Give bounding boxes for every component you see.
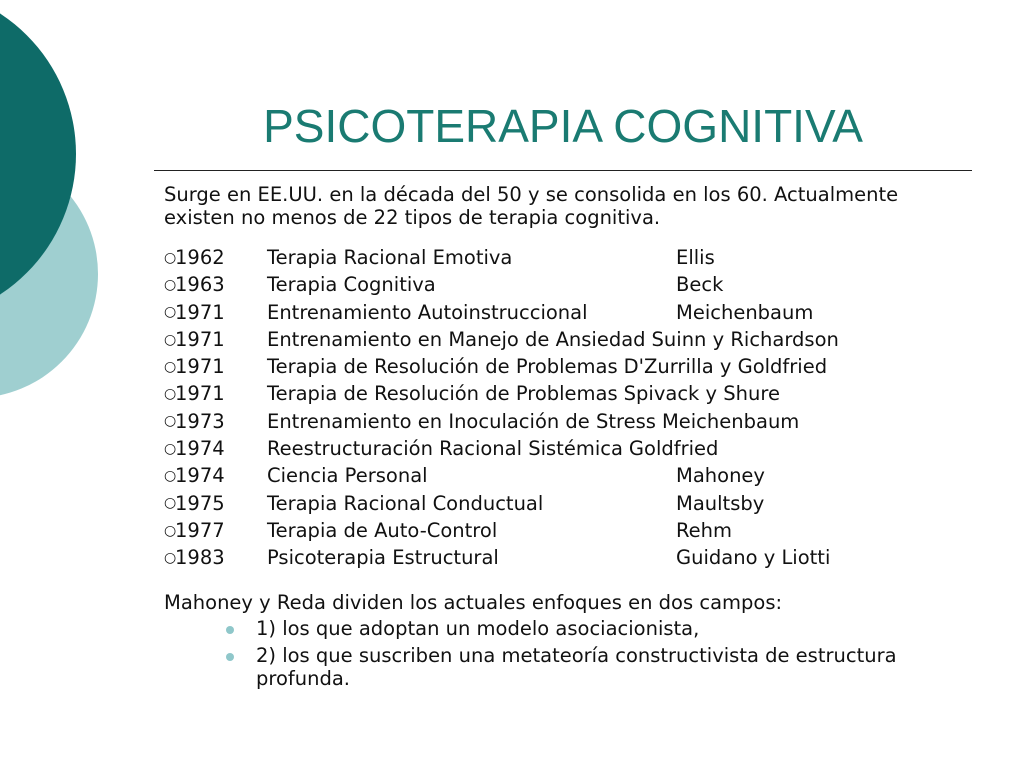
timeline-item xyxy=(164,353,964,380)
timeline-author: Guidano y Liotti xyxy=(676,546,831,570)
timeline-item xyxy=(164,299,964,326)
timeline-therapy-name: Terapia Racional Emotiva xyxy=(267,246,513,269)
timeline-item xyxy=(164,408,964,435)
timeline-year: 1977 xyxy=(175,518,225,542)
timeline-therapy-name: Reestructuración Racional Sistémica xyxy=(267,437,623,461)
therapy-timeline-list xyxy=(164,244,964,572)
slide-title: PSICOTERAPIA COGNITIVA xyxy=(263,100,863,152)
circle-bullet-icon: ○ xyxy=(164,522,177,539)
timeline-item xyxy=(164,544,964,571)
dot-bullet-icon xyxy=(226,626,234,634)
campo-text: 1) los que adoptan un modelo asociacionista, xyxy=(256,616,700,640)
timeline-author: Mahoney xyxy=(676,464,765,488)
timeline-therapy-name: Entrenamiento en Inoculación de Stress xyxy=(267,409,656,433)
circle-bullet-icon: ○ xyxy=(164,549,177,566)
dot-bullet-icon xyxy=(226,653,234,661)
timeline-author: Goldfried xyxy=(628,437,719,461)
timeline-year: 1975 xyxy=(175,491,225,515)
summary-text: Mahoney y Reda dividen los actuales enfoques en dos campos: xyxy=(164,590,783,614)
circle-bullet-icon: ○ xyxy=(164,276,177,293)
timeline-year: 1974 xyxy=(175,437,225,461)
timeline-item xyxy=(164,490,964,517)
circle-bullet-icon: ○ xyxy=(164,440,177,457)
timeline-item xyxy=(164,380,964,407)
circle-bullet-icon: ○ xyxy=(164,331,177,348)
campo-text: 2) los que suscriben una metateoría constructivista de estructura profunda. xyxy=(256,643,897,690)
timeline-item xyxy=(164,517,964,544)
slide-body xyxy=(164,183,964,694)
timeline-therapy-name: Terapia Cognitiva xyxy=(267,273,436,297)
campos-list xyxy=(164,617,964,690)
circle-bullet-icon: ○ xyxy=(164,386,177,403)
title-divider xyxy=(154,170,972,171)
timeline-therapy-name: Terapia de Resolución de Problemas xyxy=(267,382,618,406)
timeline-item xyxy=(164,326,964,353)
circle-bullet-icon: ○ xyxy=(164,413,177,430)
circle-bullet-icon: ○ xyxy=(164,249,177,266)
timeline-year: 1974 xyxy=(175,464,225,488)
timeline-author: Meichenbaum xyxy=(661,409,800,433)
timeline-year: 1971 xyxy=(175,382,225,406)
timeline-therapy-name: Terapia de Resolución de Problemas xyxy=(267,355,618,379)
timeline-author: Ellis xyxy=(676,246,715,269)
timeline-year: 1971 xyxy=(175,327,225,351)
timeline-author: Maultsby xyxy=(676,491,765,515)
timeline-author: Meichenbaum xyxy=(676,300,814,324)
timeline-therapy-name: Ciencia Personal xyxy=(267,464,428,488)
intro-text: Surge en EE.UU. en la década del 50 y se consolida en los 60. Actualmente existen no menos de 22 tipos de terapia cognitiva. xyxy=(164,183,899,229)
timeline-item xyxy=(164,271,964,298)
timeline-year: 1963 xyxy=(175,273,225,297)
timeline-year: 1971 xyxy=(175,300,225,324)
circle-bullet-icon: ○ xyxy=(164,358,177,375)
campo-item xyxy=(226,644,964,690)
timeline-item xyxy=(164,462,964,489)
timeline-year: 1983 xyxy=(175,546,225,570)
timeline-author: D'Zurrilla y Goldfried xyxy=(623,355,828,379)
circle-bullet-icon: ○ xyxy=(164,495,177,512)
timeline-author: Spivack y Shure xyxy=(623,382,780,406)
timeline-year: 1971 xyxy=(175,355,225,379)
timeline-therapy-name: Psicoterapia Estructural xyxy=(267,546,499,570)
timeline-author: Beck xyxy=(676,273,724,297)
circle-bullet-icon: ○ xyxy=(164,304,177,321)
timeline-therapy-name: Terapia de Auto-Control xyxy=(267,518,498,542)
timeline-item xyxy=(164,244,964,271)
circle-bullet-icon: ○ xyxy=(164,468,177,485)
timeline-therapy-name: Entrenamiento Autoinstruccional xyxy=(267,300,588,324)
campo-item xyxy=(226,617,964,640)
timeline-year: 1973 xyxy=(175,409,225,433)
timeline-author: Suinn y Richardson xyxy=(651,327,839,351)
timeline-therapy-name: Terapia Racional Conductual xyxy=(267,491,544,515)
timeline-therapy-name: Entrenamiento en Manejo de Ansiedad xyxy=(267,327,646,351)
timeline-author: Rehm xyxy=(676,518,733,542)
timeline-year: 1962 xyxy=(175,246,225,269)
timeline-item xyxy=(164,435,964,462)
